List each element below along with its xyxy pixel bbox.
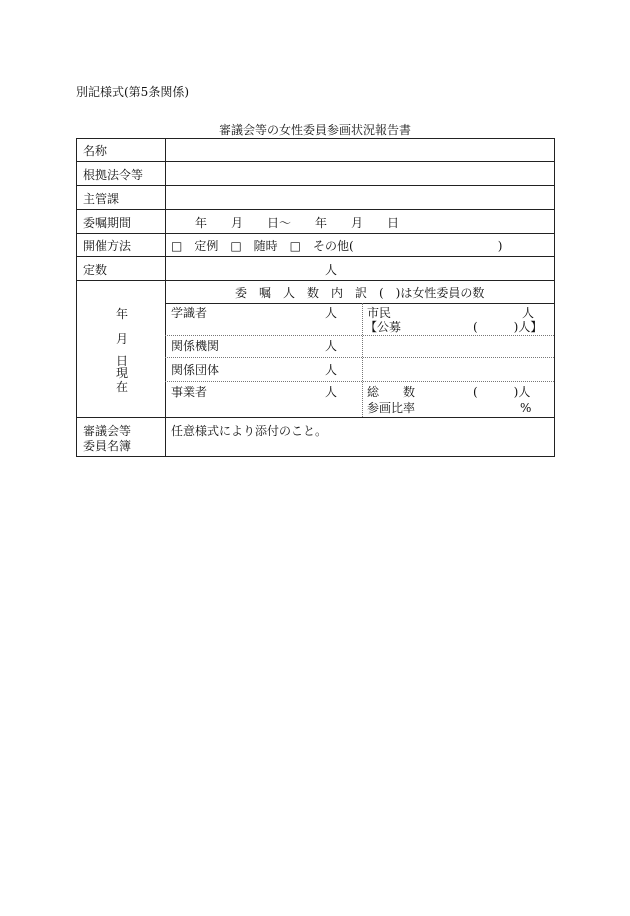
breakdown-dotted-divider — [165, 335, 554, 336]
row-divider — [77, 185, 554, 186]
method-label: 開催方法 — [83, 239, 132, 253]
term-value: 年 月 日～ 年 月 日 — [195, 216, 400, 230]
row-divider — [77, 209, 554, 210]
row-divider — [77, 280, 554, 281]
citizens-label: 市民 — [367, 306, 392, 320]
report-form-table — [76, 138, 555, 457]
document-title: 審議会等の女性委員参画状況報告書 — [218, 123, 411, 137]
breakdown-column-divider — [362, 303, 363, 417]
scholars-label: 学識者 — [171, 306, 208, 320]
total-label: 総 数 — [367, 385, 416, 399]
date-year-label: 年 — [115, 307, 128, 321]
agencies-unit: 人 — [325, 339, 338, 353]
scholars-unit: 人 — [325, 306, 338, 320]
roster-label-line1: 審議会等 — [83, 424, 132, 438]
name-label: 名称 — [83, 144, 108, 158]
public-recruit-value: ( )人】 — [473, 320, 543, 334]
breakdown-dotted-divider — [165, 357, 554, 358]
total-value: ( )人 — [473, 385, 531, 399]
basis-law-label: 根拠法令等 — [83, 168, 144, 182]
date-present-label: 現在 — [115, 366, 128, 394]
groups-label: 関係団体 — [171, 363, 220, 377]
department-label: 主管課 — [83, 192, 120, 206]
ratio-unit: % — [520, 401, 532, 415]
label-column-divider — [165, 139, 166, 457]
term-label: 委嘱期間 — [83, 216, 132, 230]
row-divider — [77, 417, 554, 418]
breakdown-dotted-divider — [165, 381, 554, 382]
breakdown-header: 委 嘱 人 数 内 訳 ( )は女性委員の数 — [235, 286, 485, 300]
capacity-label: 定数 — [83, 263, 108, 277]
form-number-note: 別記様式(第5条関係) — [76, 85, 189, 99]
business-unit: 人 — [325, 385, 338, 399]
roster-instruction: 任意様式により添付のこと。 — [171, 424, 328, 438]
citizens-unit: 人 — [522, 306, 535, 320]
business-label: 事業者 — [171, 385, 208, 399]
date-day-label: 日 — [115, 354, 128, 368]
capacity-unit: 人 — [325, 263, 338, 277]
row-divider — [77, 256, 554, 257]
ratio-label: 参画比率 — [367, 401, 416, 415]
groups-unit: 人 — [325, 363, 338, 377]
roster-label-line2: 委員名簿 — [83, 439, 132, 453]
public-recruit-label: 【公募 — [365, 320, 402, 334]
row-divider — [77, 161, 554, 162]
date-month-label: 月 — [115, 332, 128, 346]
row-divider — [77, 233, 554, 234]
method-options: □ 定例 □ 随時 □ その他( ) — [171, 239, 503, 253]
agencies-label: 関係機関 — [171, 339, 220, 353]
breakdown-header-divider — [165, 303, 554, 304]
